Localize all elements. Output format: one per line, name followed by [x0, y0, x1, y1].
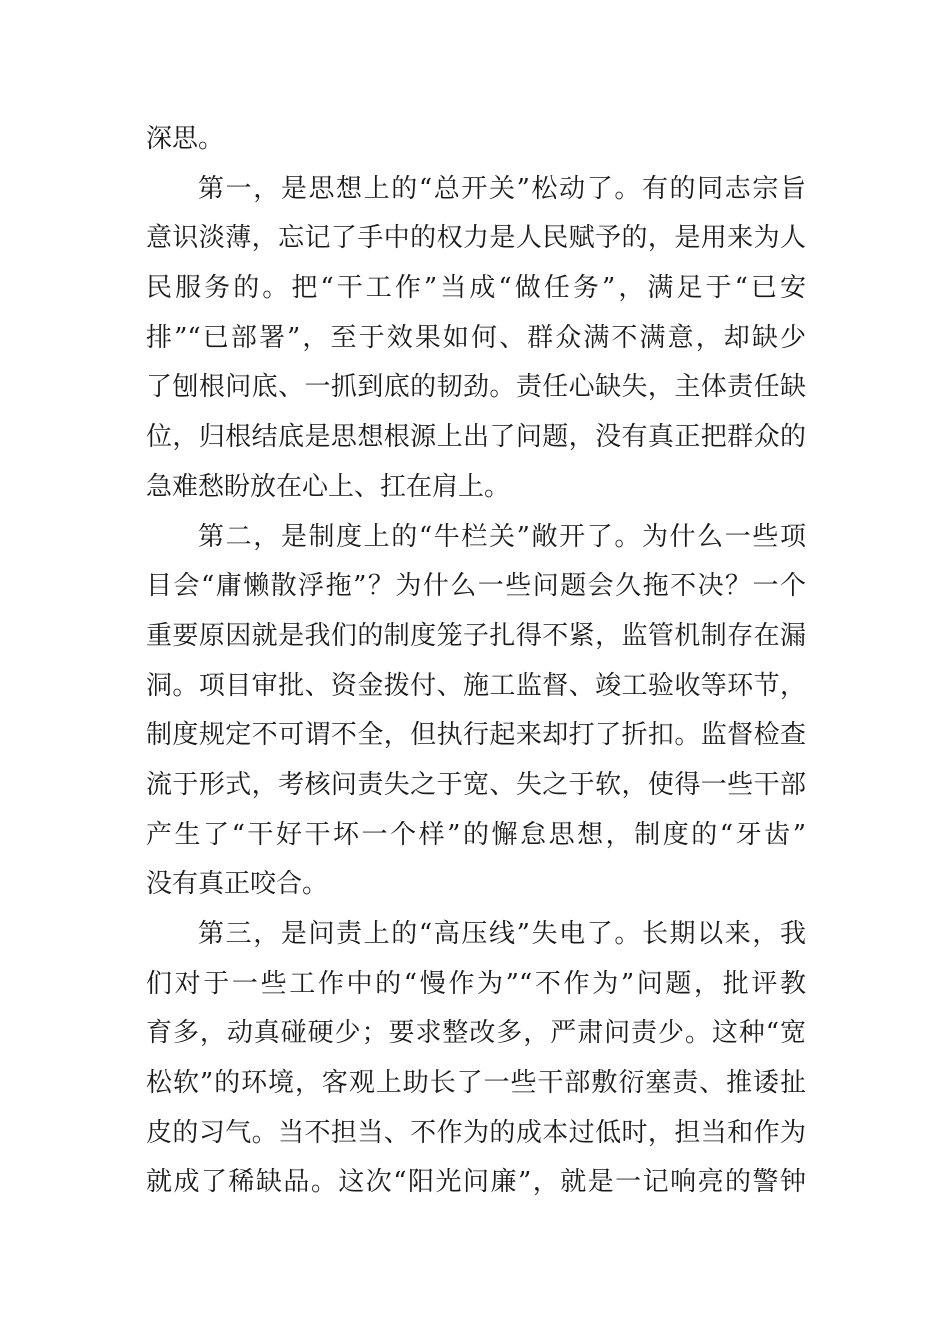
paragraph-2-line: 产生了“干好干坏一个样”的懈怠思想，制度的“牙齿”: [146, 819, 806, 850]
paragraph-2-line: 重要原因就是我们的制度笼子扎得不紧，监管机制存在漏: [146, 620, 806, 651]
text-line: 深思。: [146, 124, 225, 154]
paragraph-3-line: 第三，是问责上的“高压线”失电了。长期以来，我: [198, 919, 806, 949]
paragraph-2-line: 没有真正咬合。: [146, 869, 329, 900]
paragraph-2-line: 第二，是制度上的“牛栏关”敞开了。为什么一些项: [198, 521, 806, 552]
paragraph-3-line: 就成了稀缺品。这次“阳光问廉”，就是一记响亮的警钟: [146, 1167, 806, 1198]
paragraph-1-line: 意识淡薄，忘记了手中的权力是人民赋予的，是用来为人: [146, 223, 806, 254]
paragraph-1-line: 排”“已部署”，至于效果如何、群众满不满意，却缺少: [146, 322, 806, 353]
paragraph-3-line: 育多，动真碰硬少；要求整改多，严肃问责少。这种“宽: [146, 1018, 806, 1049]
paragraph-1-line: 位，归根结底是思想根源上出了问题，没有真正把群众的: [146, 422, 806, 453]
body-text: [146, 115, 806, 1208]
paragraph-1-line: 民服务的。把“干工作”当成“做任务”，满足于“已安: [146, 273, 806, 304]
paragraph-3-line: 松软”的环境，客观上助长了一些干部敷衍塞责、推诿扯: [146, 1068, 806, 1099]
paragraph-1-line: 第一，是思想上的“总开关”松动了。有的同志宗旨: [198, 173, 806, 204]
paragraph-3-line: 皮的习气。当不担当、不作为的成本过低时，担当和作为: [146, 1117, 806, 1148]
paragraph-1-line: 了刨根问底、一抓到底的韧劲。责任心缺失，主体责任缺: [146, 372, 806, 403]
paragraph-2-line: 目会“庸懒散浮拖”？为什么一些问题会久拖不决？一个: [146, 571, 806, 602]
paragraph-2-line: 流于形式，考核问责失之于宽、失之于软，使得一些干部: [146, 769, 806, 800]
paragraph-2-line: 制度规定不可谓不全，但执行起来却打了折扣。监督检查: [146, 720, 806, 751]
paragraph-1-line: 急难愁盼放在心上、扛在肩上。: [146, 471, 511, 502]
paragraph-2-line: 洞。项目审批、资金拨付、施工监督、竣工验收等环节，: [146, 670, 806, 701]
paragraph-3-line: 们对于一些工作中的“慢作为”“不作为”问题，批评教: [146, 968, 806, 999]
